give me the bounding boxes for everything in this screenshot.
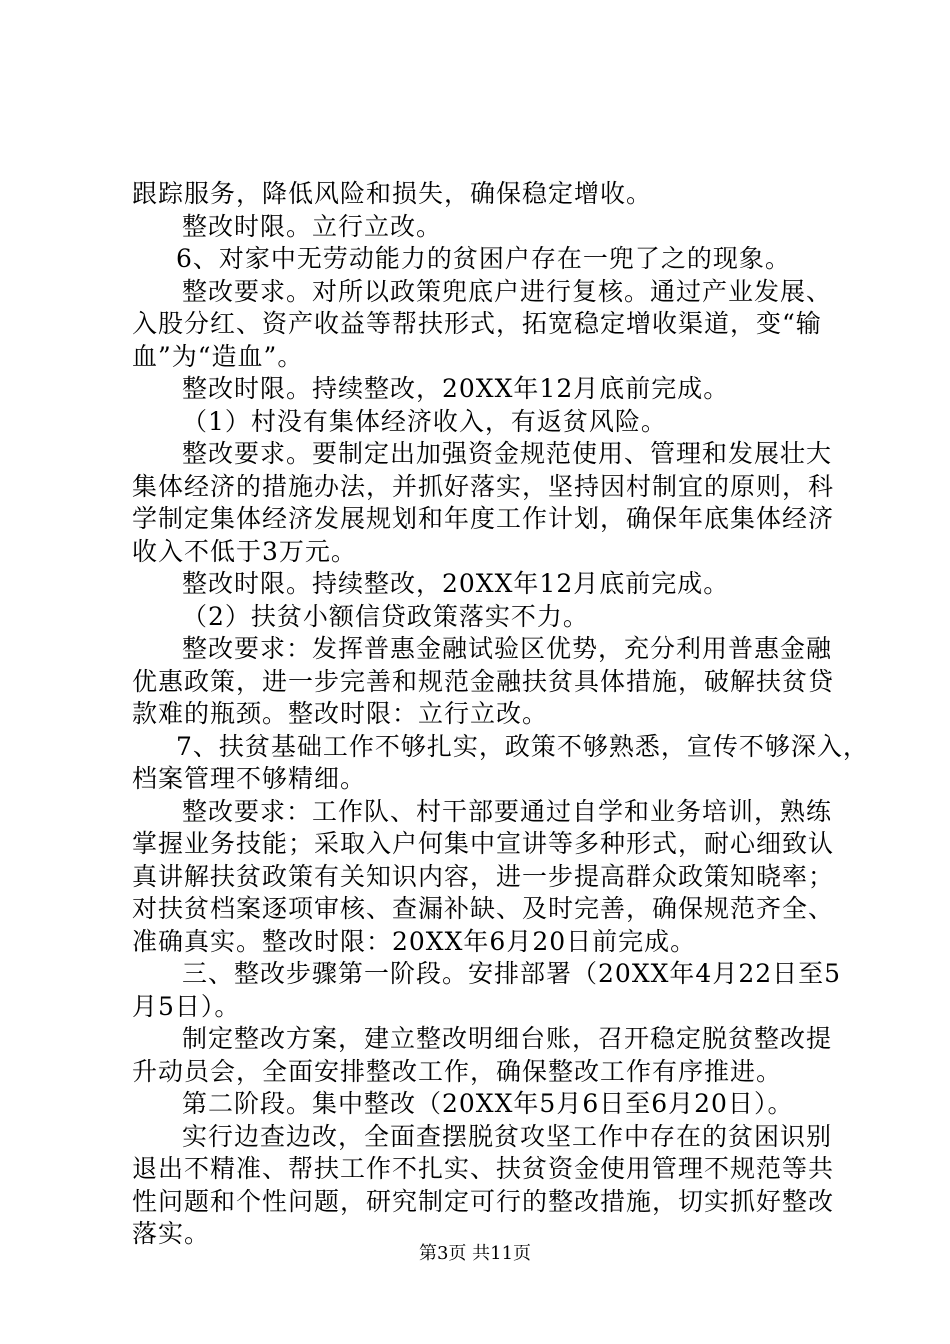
text-line: 血”为“造血”。 [132,341,304,371]
text-line: 整改要求。要制定出加强资金规范使用、管理和发展壮大 [182,439,833,468]
text-line: 落实。 [132,1219,211,1248]
text-line: 整改要求：发挥普惠金融试验区优势，充分利用普惠金融 [182,634,833,663]
text-line: 整改时限。持续整改，20XX年12月底前完成。 [182,374,730,403]
text-line: 整改要求。对所以政策兜底户进行复核。通过产业发展、 [182,276,833,306]
text-line: 7、扶贫基础工作不够扎实，政策不够熟悉，宣传不够深入， [176,731,869,761]
text-line: 整改时限。立行立改。 [182,211,443,241]
text-line: 升动员会，全面安排整改工作，确保整改工作有序推进。 [132,1056,783,1086]
text-line: （1）村没有集体经济收入，有返贫风险。 [182,406,667,436]
page-footer: 第3页 共11页 [418,1243,532,1264]
text-line: 对扶贫档案逐项审核、查漏补缺、及时完善，确保规范齐全、 [132,894,835,923]
text-line: 退出不精准、帮扶工作不扎实、扶贫资金使用管理不规范等共 [132,1154,835,1183]
text-line: 整改要求：工作队、村干部要通过自学和业务培训，熟练 [182,796,833,826]
text-line: 准确真实。整改时限：20XX年6月20日前完成。 [132,926,697,956]
text-line: 档案管理不够精细。 [132,764,367,793]
text-line: 第二阶段。集中整改（20XX年5月6日至6月20日）。 [182,1089,794,1118]
body-text [132,178,869,1251]
text-line: 整改时限。持续整改，20XX年12月底前完成。 [182,569,730,598]
text-line: 入股分红、资产收益等帮扶形式，拓宽稳定增收渠道，变“输 [132,309,822,338]
text-line: 款难的瓶颈。整改时限：立行立改。 [132,699,549,728]
text-line: 收入不低于3万元。 [132,536,357,566]
text-line: 集体经济的措施办法，并抓好落实，坚持因村制宜的原则，科 [132,471,835,501]
text-line: 真讲解扶贫政策有关知识内容，进一步提高群众政策知晓率； [132,861,835,891]
text-line: 制定整改方案，建立整改明细台账，召开稳定脱贫整改提 [182,1024,833,1053]
text-line: 6、对家中无劳动能力的贫困户存在一兜了之的现象。 [176,244,791,273]
text-line: 性问题和个性问题，研究制定可行的整改措施，切实抓好整改 [132,1186,835,1216]
text-line: 三、整改步骤第一阶段。安排部署（20XX年4月22日至5 [182,959,842,988]
text-line: 实行边查边改，全面查摆脱贫攻坚工作中存在的贫困识别 [182,1121,833,1151]
text-line: 跟踪服务，降低风险和损失，确保稳定增收。 [132,179,653,208]
text-line: 掌握业务技能；采取入户何集中宣讲等多种形式，耐心细致认 [132,829,835,858]
text-line: 月5日）。 [132,991,241,1021]
text-line: 学制定集体经济发展规划和年度工作计划，确保年底集体经济 [132,504,835,533]
text-line: 优惠政策，进一步完善和规范金融扶贫具体措施，破解扶贫贷 [132,666,835,696]
text-line: （2）扶贫小额信贷政策落实不力。 [182,601,589,631]
